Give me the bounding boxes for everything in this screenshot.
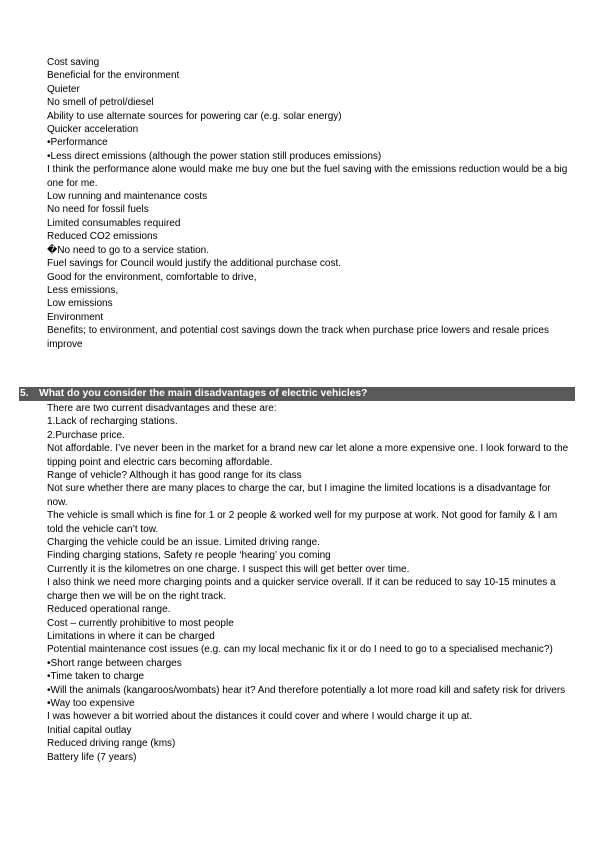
response-line: The vehicle is small which is fine for 1 or 2 people & worked well for my purpose at work. Not good for family & I am told the vehicle can’t tow. bbox=[47, 510, 558, 535]
response-line: Benefits; to environment, and potential cost savings down the track when purchase price lowers and resale prices improve bbox=[47, 325, 549, 350]
response-line: Cost saving bbox=[47, 57, 100, 68]
response-line: Beneficial for the environment bbox=[47, 70, 180, 82]
response-line: •Short range between charges bbox=[47, 657, 182, 669]
disadvantages-response-list bbox=[47, 402, 572, 764]
response-line: Quicker acceleration bbox=[47, 124, 139, 136]
response-line: Environment bbox=[47, 311, 104, 323]
response-line: I think the performance alone would make me buy one but the fuel saving with the emissions reduction would be a big one for me. bbox=[47, 164, 568, 189]
response-line: I was however a bit worried about the distances it could cover and where I would charge it up at. bbox=[47, 711, 473, 723]
response-line: •Will the animals (kangaroos/wombats) hear it? And therefore potentially a lot more road kill and safety risk for drivers bbox=[47, 684, 566, 696]
response-line: Reduced operational range. bbox=[47, 604, 171, 616]
question-5-header bbox=[19, 387, 575, 401]
response-line: •Way too expensive bbox=[47, 697, 135, 709]
response-line: Finding charging stations, Safety re people ‘hearing’ you coming bbox=[47, 550, 331, 562]
response-line: •Time taken to charge bbox=[47, 671, 145, 683]
response-line: •Performance bbox=[47, 137, 108, 149]
response-line: 2.Purchase price. bbox=[47, 429, 125, 441]
response-line: Good for the environment, comfortable to drive, bbox=[47, 271, 257, 283]
response-line: Reduced driving range (kms) bbox=[47, 738, 176, 750]
response-line: �No need to go to a service station. bbox=[47, 244, 210, 256]
response-line: Currently it is the kilometres on one charge. I suspect this will get better over time. bbox=[47, 563, 410, 575]
response-line: Potential maintenance cost issues (e.g. can my local mechanic fix it or do I need to go to a specialised mechanic?) bbox=[47, 644, 553, 656]
response-line: Fuel savings for Council would justify the additional purchase cost. bbox=[47, 258, 342, 270]
response-line: Limitations in where it can be charged bbox=[47, 630, 215, 642]
response-line: •Less direct emissions (although the power station still produces emissions) bbox=[47, 150, 382, 162]
response-line: Charging the vehicle could be an issue. Limited driving range. bbox=[47, 537, 320, 549]
response-line: Not sure whether there are many places to charge the car, but I imagine the limited locations is a disadvantage for now. bbox=[47, 483, 551, 508]
response-line: Less emissions, bbox=[47, 284, 119, 296]
response-line: Low emissions bbox=[47, 298, 113, 310]
response-line: Battery life (7 years) bbox=[47, 751, 137, 763]
question-text: What do you consider the main disadvantages of electric vehicles? bbox=[39, 388, 368, 399]
response-line: Cost – currently prohibitive to most people bbox=[47, 617, 234, 629]
advantages-response-list bbox=[47, 56, 572, 351]
response-line: 1.Lack of recharging stations. bbox=[47, 416, 178, 428]
response-line: Not affordable. I’ve never been in the market for a brand new car let alone a more expensive one. I look forward to the tipping point and electric cars becoming affordable. bbox=[47, 443, 569, 468]
response-line: No smell of petrol/diesel bbox=[47, 97, 154, 109]
response-line: Range of vehicle? Although it has good range for its class bbox=[47, 470, 302, 482]
response-line: No need for fossil fuels bbox=[47, 204, 149, 216]
response-line: I also think we need more charging points and a quicker service overall. If it can be reduced to say 10-15 minutes a charge then we will be on the right track. bbox=[47, 577, 556, 602]
response-line: Ability to use alternate sources for powering car (e.g. solar energy) bbox=[47, 110, 342, 122]
response-line: Limited consumables required bbox=[47, 217, 181, 229]
response-line: Initial capital outlay bbox=[47, 724, 132, 736]
response-line: Reduced CO2 emissions bbox=[47, 231, 158, 243]
response-line: Quieter bbox=[47, 83, 80, 95]
question-number: 5. bbox=[20, 388, 29, 399]
response-line: Low running and maintenance costs bbox=[47, 191, 208, 203]
response-line: There are two current disadvantages and these are: bbox=[47, 403, 277, 414]
